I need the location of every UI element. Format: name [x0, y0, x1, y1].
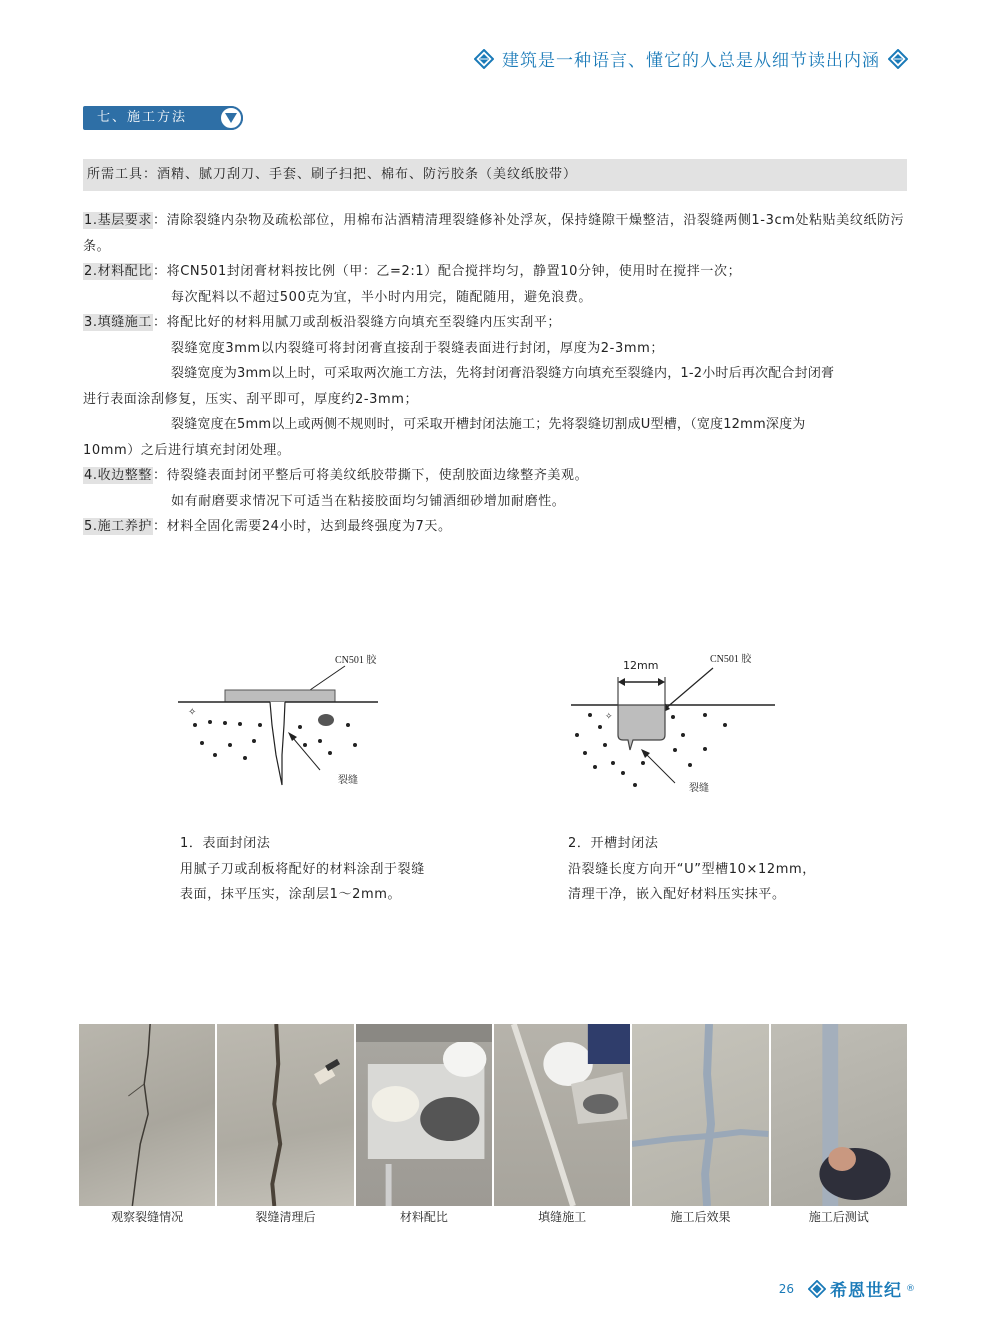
caption-title: 1．表面封闭法 — [180, 836, 271, 851]
chevron-down-icon — [219, 106, 243, 130]
step-text: 裂缝宽度在5mm以上或两侧不规则时，可采取开槽封闭法施工；先将裂缝切割成U型槽，（宽度12mm深度为 — [171, 417, 806, 432]
step-4 — [83, 463, 907, 489]
step-label: 4.收边整整 — [84, 468, 153, 483]
glue-label: CN501 胶 — [710, 654, 752, 665]
photo-label: 施工后测试 — [808, 1210, 869, 1224]
diagram2-caption — [568, 831, 816, 908]
photo-result — [632, 1024, 768, 1206]
caption-line: 清理干净，嵌入配好材料压实抹平。 — [568, 887, 786, 902]
brand-name: 希恩世纪 — [830, 1281, 902, 1301]
footer — [779, 1276, 916, 1301]
photo-label: 观察裂缝情况 — [111, 1210, 184, 1224]
diamond-logo-icon — [474, 49, 494, 69]
photo-test — [771, 1024, 907, 1206]
step-label: 1.基层要求 — [84, 213, 153, 228]
section-heading — [83, 106, 243, 130]
tools-bar: 所需工具：酒精、腻刀刮刀、手套、刷子扫把、棉布、防污胶条（美纹纸胶带） — [83, 159, 907, 191]
groove-seal-diagram — [565, 645, 785, 800]
crack-label: 裂缝 — [338, 775, 358, 786]
step-text: 10mm）之后进行填充封闭处理。 — [83, 442, 291, 458]
photo-crack-observation — [79, 1024, 215, 1206]
glue-label: CN501 胶 — [335, 655, 377, 666]
groove-fill — [618, 705, 665, 750]
photo-label: 裂缝清理后 — [255, 1210, 316, 1224]
page-number: 26 — [778, 1281, 794, 1296]
step-5 — [83, 514, 907, 540]
caption-line: 用腻子刀或刮板将配好的材料涂刮于裂缝 — [180, 861, 425, 877]
caption-line: 表面，抹平压实，涂刮层1～2mm。 — [180, 887, 402, 902]
svg-text:✧: ✧ — [605, 712, 613, 722]
caption-title: 2．开槽封闭法 — [568, 836, 659, 851]
step-text: 裂缝宽度为3mm以上时，可采取两次施工方法，先将封闭膏沿裂缝方向填充至裂缝内，1-2小时后再次配合封闭膏 — [171, 366, 835, 381]
steps-list — [83, 208, 907, 540]
photo-crack-cleaned — [217, 1024, 353, 1206]
glue-layer — [225, 690, 335, 702]
slogan-text: 建筑是一种语言、懂它的人总是从细节读出内涵 — [502, 51, 880, 71]
diamond-logo-icon — [808, 1280, 826, 1298]
step-text: ：将CN501封闭膏材料按比例（甲：乙=2:1）配合搅拌均匀，静置10分钟，使用时在搅拌一次； — [153, 264, 742, 279]
brand-logo — [808, 1276, 916, 1301]
photo-label: 材料配比 — [399, 1210, 448, 1224]
width-label: 12mm — [623, 659, 659, 672]
section-title: 七、施工方法 — [97, 110, 188, 125]
photo-label: 施工后效果 — [670, 1210, 731, 1224]
surface-seal-diagram — [170, 645, 390, 795]
diamond-logo-icon — [888, 49, 908, 69]
step-text: ：清除裂缝内杂物及疏松部位，用棉布沾酒精清理裂缝修补处浮灰，保持缝隙干燥整洁，沿裂缝两侧1-3cm处粘贴美纹纸防污条。 — [83, 213, 905, 254]
step-label: 3.填缝施工 — [84, 315, 153, 330]
photo-strip — [79, 1024, 907, 1206]
step-1 — [83, 208, 907, 259]
diagram1-caption — [180, 831, 425, 908]
step-text: 进行表面涂刮修复，压实、刮平即可，厚度约2-3mm； — [83, 391, 419, 407]
photo-labels — [79, 1208, 907, 1226]
header-slogan — [474, 46, 908, 71]
photo-filling-construction — [494, 1024, 630, 1206]
photo-material-mixing — [356, 1024, 492, 1206]
crack-shape — [270, 702, 285, 785]
svg-text:✧: ✧ — [188, 707, 197, 718]
step-label: 2.材料配比 — [84, 264, 153, 279]
step-3 — [83, 310, 907, 336]
step-label: 5.施工养护 — [84, 519, 153, 534]
step-text: ：材料全固化需要24小时，达到最终强度为7天。 — [153, 519, 452, 534]
step-text: 如有耐磨要求情况下可适当在粘接胶面均匀铺酒细砂增加耐磨性。 — [171, 493, 566, 509]
crack-label: 裂缝 — [689, 783, 709, 794]
caption-line: 沿裂缝长度方向开“U”型槽10×12mm， — [568, 861, 816, 877]
step-text: ：将配比好的材料用腻刀或刮板沿裂缝方向填充至裂缝内压实刮平； — [153, 315, 562, 330]
step-text: 裂缝宽度3mm以内裂缝可将封闭膏直接刮于裂缝表面进行封闭，厚度为2-3mm； — [171, 340, 664, 356]
step-text: 每次配料以不超过500克为宜，半小时内用完，随配随用，避免浪费。 — [171, 289, 593, 305]
step-text: ：待裂缝表面封闭平整后可将美纹纸胶带撕下，使刮胶面边缘整齐美观。 — [153, 468, 589, 483]
step-2 — [83, 259, 907, 285]
photo-label: 填缝施工 — [538, 1210, 587, 1224]
registered-mark: ® — [906, 1283, 916, 1294]
